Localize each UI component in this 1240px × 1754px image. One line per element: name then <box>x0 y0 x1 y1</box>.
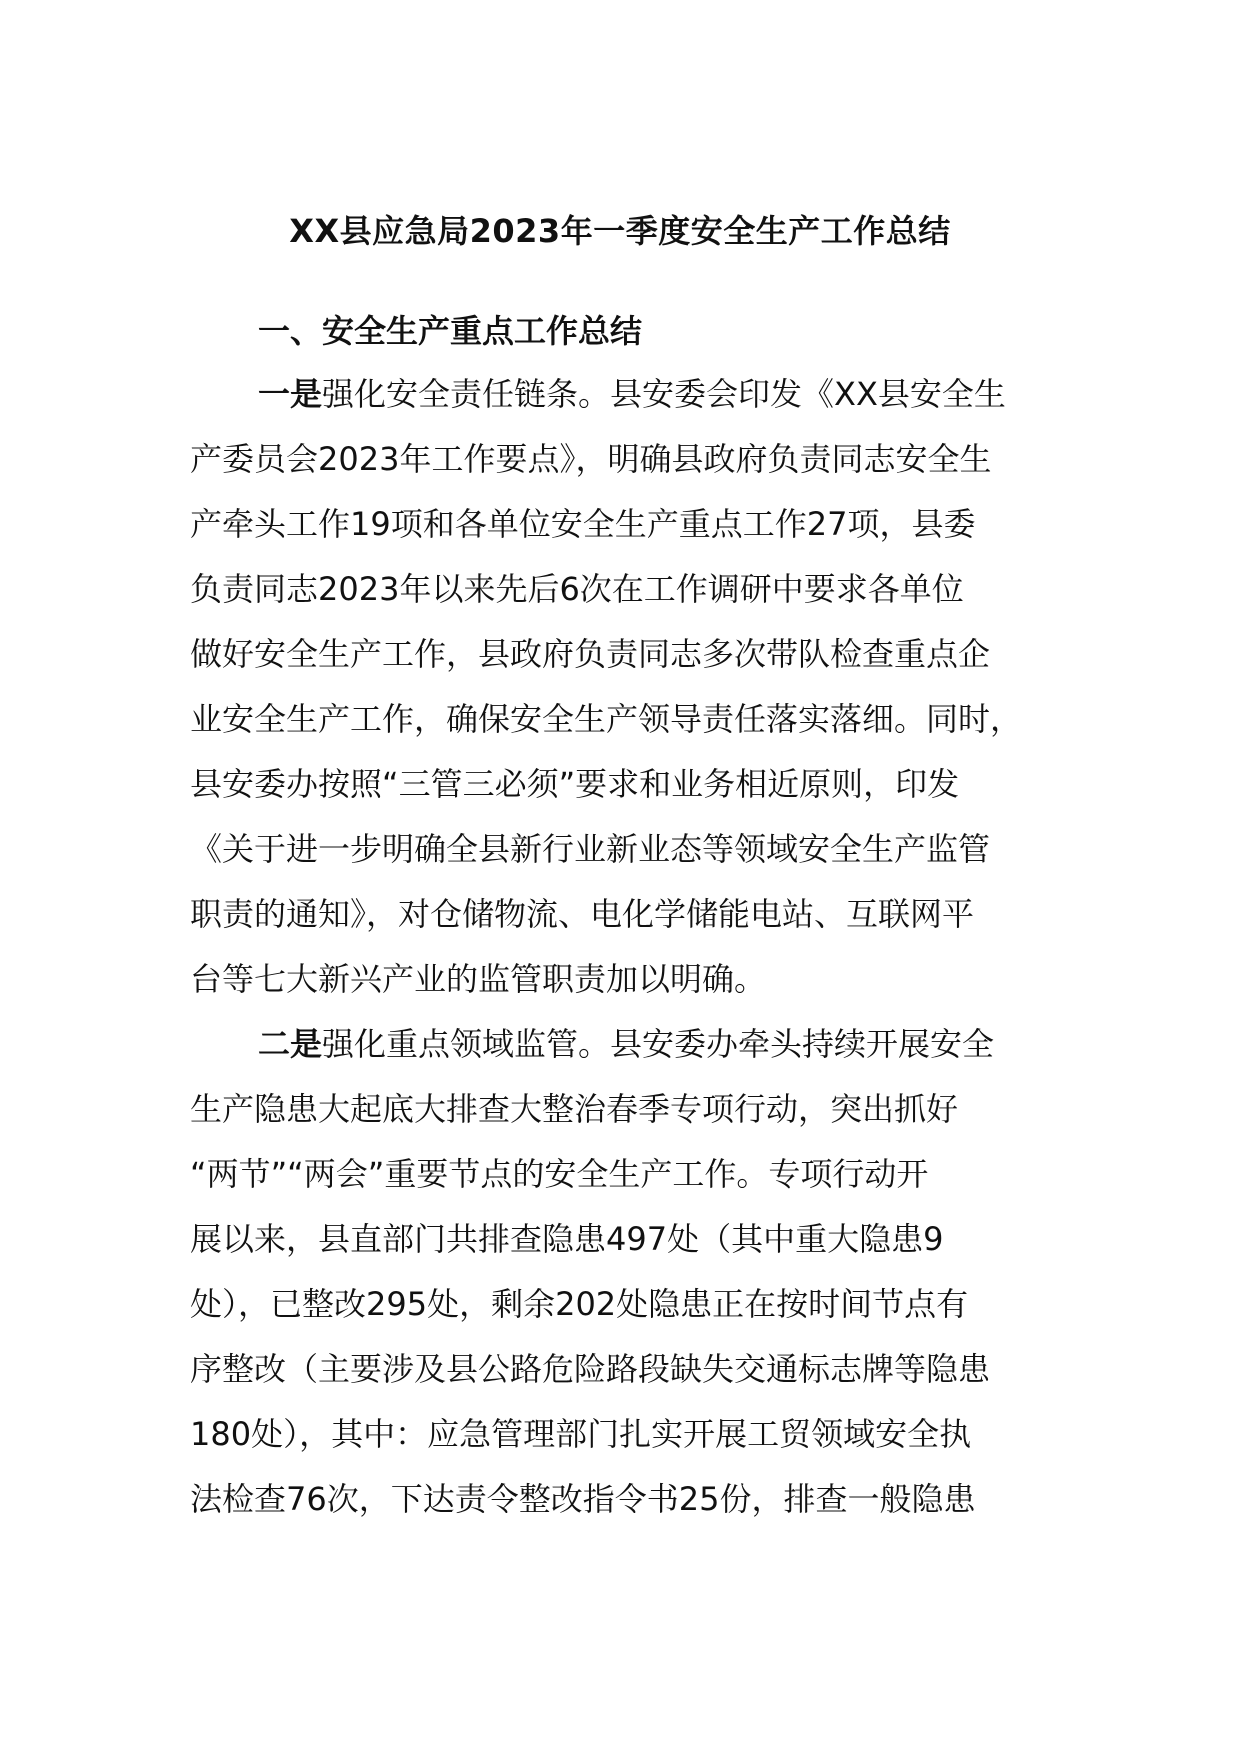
paragraph-line <box>190 362 1070 427</box>
paragraph-lead: 一是 <box>258 375 323 413</box>
paragraph-line: 做好安全生产工作，县政府负责同志多次带队检查重点企 <box>190 635 991 673</box>
paragraph-line: “两节”“两会”重要节点的安全生产工作。专项行动开 <box>190 1155 929 1193</box>
paragraph-line: 产牵头工作19项和各单位安全生产重点工作27项，县委 <box>190 505 976 543</box>
paragraph-line: 《关于进一步明确全县新行业新业态等领域安全生产监管 <box>190 830 991 868</box>
paragraph-lead: 二是 <box>258 1025 323 1063</box>
paragraph-responsibility-chain <box>190 362 1070 1012</box>
paragraph-line: 序整改（主要涉及县公路危险路段缺失交通标志牌等隐患 <box>190 1350 991 1388</box>
paragraph-line: 展以来，县直部门共排查隐患497处（其中重大隐患9 <box>190 1220 944 1258</box>
paragraph-line: 180处），其中：应急管理部门扎实开展工贸领域安全执 <box>190 1415 972 1453</box>
paragraph-line: 县安委办按照“三管三必须”要求和业务相近原则，印发 <box>190 765 960 803</box>
paragraph-line: 负责同志2023年以来先后6次在工作调研中要求各单位 <box>190 570 964 608</box>
paragraph-line-text: 强化重点领域监管。县安委办牵头持续开展安全 <box>322 1025 995 1063</box>
paragraph-key-areas-supervision <box>190 1012 1070 1532</box>
paragraph-line-text: 强化安全责任链条。县安委会印发《XX县安全生 <box>322 375 1006 413</box>
section-heading: 一、安全生产重点工作总结 <box>258 312 643 350</box>
paragraph-line: 处），已整改295处，剩余202处隐患正在按时间节点有 <box>190 1285 969 1323</box>
document-title: XX县应急局2023年一季度安全生产工作总结 <box>289 212 951 250</box>
paragraph-line: 生产隐患大起底大排查大整治春季专项行动，突出抓好 <box>190 1090 959 1128</box>
paragraph-line: 台等七大新兴产业的监管职责加以明确。 <box>190 960 767 998</box>
paragraph-line: 职责的通知》，对仓储物流、电化学储能电站、互联网平 <box>190 895 975 933</box>
paragraph-line: 产委员会2023年工作要点》，明确县政府负责同志安全生 <box>190 440 992 478</box>
paragraph-line: 业安全生产工作，确保安全生产领导责任落实落细。同时， <box>190 700 1023 738</box>
paragraph-line <box>190 1012 1070 1077</box>
paragraph-line: 法检查76次，下达责令整改指令书25份，排查一般隐患 <box>190 1480 976 1518</box>
